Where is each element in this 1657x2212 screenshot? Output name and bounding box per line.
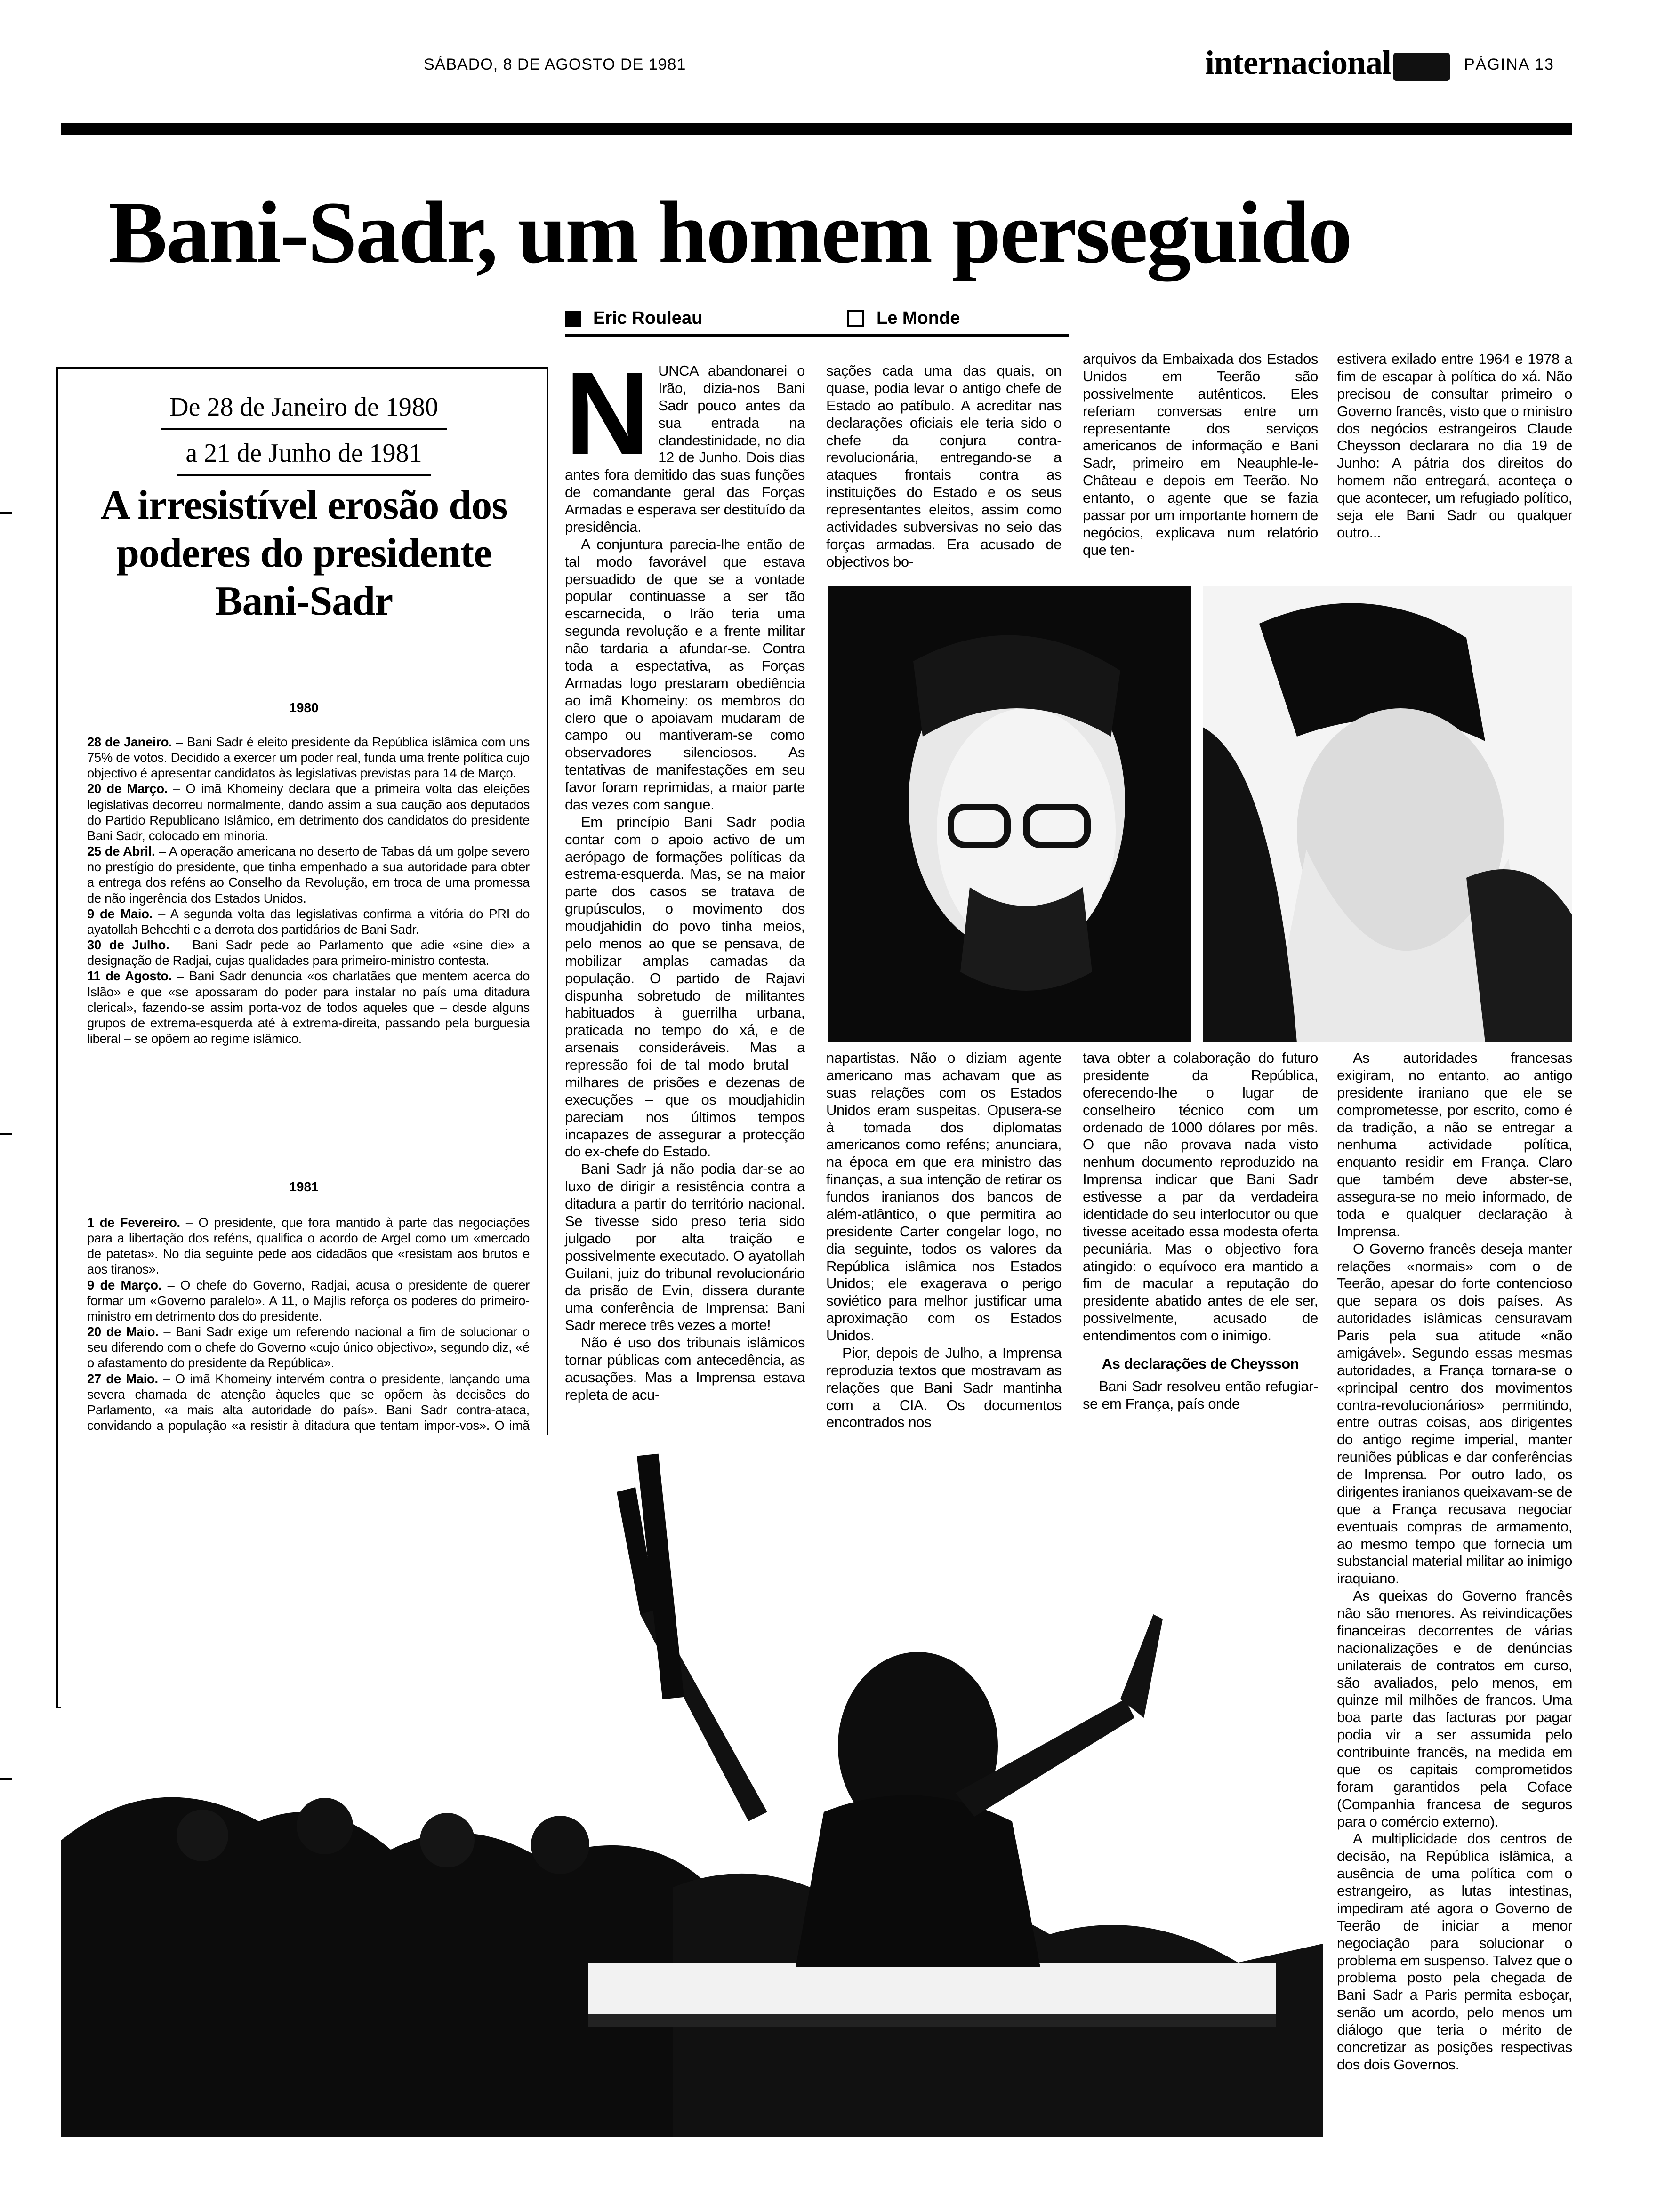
article-subhead: As declarações de Cheysson xyxy=(1102,1355,1299,1372)
chronology-entry xyxy=(87,906,530,937)
article-paragraph: Pior, depois de Julho, a Imprensa reproduzia textos que mostravam as relações que Bani Sadr mantinha com a CIA. Os documentos encontrados nos xyxy=(826,1344,1062,1431)
section-name: internacional xyxy=(1205,44,1391,81)
chronology-entry xyxy=(87,937,530,968)
drop-cap: N xyxy=(565,348,650,479)
article-column-3-bottom xyxy=(1083,1050,1318,1413)
bani-sadr-photo xyxy=(828,586,1191,1042)
margin-mark xyxy=(0,1778,12,1780)
article-column-3-top xyxy=(1083,351,1318,559)
article-lead: UNCA abandonarei o Irão, dizia-nos Bani Sadr pouco antes da sua entrada na clandestinidade, no dia 12 de Junho. Dois dias antes fora demitido das suas funções de comandante geral das Forças Armadas e esperava ser destituído da presidência. xyxy=(565,362,805,535)
article-paragraph: tava obter a colaboração do futuro presidente da República, oferecendo-lhe o lugar de conselheiro técnico com um ordenado de 1000 dólares por mês. O que não provava nada visto nenhum documento reproduzido na Imprensa indicar que Bani Sadr estivesse a par da verdadeira identidade do seu interlocutor ou que tivesse aceitado essa modesta oferta pecuniária. Mas o objectivo fora atingido: o equívoco era mantido a fim de macular a reputação do presidente abatido antes de ele ser, possivelmente, acusado de entendimentos com o inimigo. xyxy=(1083,1050,1318,1344)
article-column-2-bottom xyxy=(826,1050,1062,1431)
article-paragraph: A conjuntura parecia-lhe então de tal modo favorável que estava persuadido de que se a vontade popular continuasse a ser tão escarnecida, o Irão teria uma segunda revolução e a frente militar não tardaria a afundar-se. Contra toda a espectativa, as Forças Armadas logo prestaram obediência ao imã Khomeiny: os membros do clero que o apoiavam mudaram de campo ou mantiveram-se como observadores silenciosos. As tentativas de manifestações em seu favor foram reprimidas, a maior parte das vezes com sangue. xyxy=(565,536,805,813)
article-paragraph: napartistas. Não o diziam agente americano mas achavam que as suas relações com os Estados Unidos eram suspeitas. Opusera-se à tomada dos diplomatas americanos como reféns; anunciara, na época em que era ministro das finanças, a sua intenção de retirar os fundos iranianos dos bancos de além-atlântico, o que permitira ao presidente Carter congelar logo, no dia seguinte, todos os valores da República islâmica nos Estados Unidos; ele exagerava o perigo soviético para melhor justificar uma aproximação com os Estados Unidos. xyxy=(826,1050,1062,1344)
section-logo-icon xyxy=(1393,53,1450,81)
chronology-entry xyxy=(87,734,530,781)
page-headline: Bani-Sadr, um homem perseguido xyxy=(108,183,1351,281)
article-column-1 xyxy=(565,348,805,1404)
portrait-image-icon xyxy=(1203,586,1572,1042)
sidebar-date-line-2: a 21 de Junho de 1981 xyxy=(177,433,430,476)
chronology-date: 1 de Fevereiro. xyxy=(87,1215,180,1230)
article-paragraph: Em princípio Bani Sadr podia contar com o apoio activo de um aerópago de formações políticas da estrema-esquerda. Mas, se na maior parte dos casos se tratava de grupúsculos, o movimento dos moudjahidin do povo tinha meios, pelo menos ao que se pensava, de mobilizar amplas camadas da população. O partido de Rajavi dispunha sobretudo de militantes habituados à guerrilha urbana, praticada no tempo do xá, e de arsenais consideráveis. Mas a repressão foi de tal modo brutal – milhares de prisões e dezenas de execuções – que os moudjahidin pareciam nos últimos tempos incapazes de assegurar a protecção do ex-chefe do Estado. xyxy=(565,813,805,1160)
chronology-1980 xyxy=(87,734,530,1046)
khomeiny-photo xyxy=(1203,586,1572,1042)
crowd-image-icon xyxy=(61,1435,1323,2137)
portrait-image-icon xyxy=(828,586,1191,1042)
chronology-entry xyxy=(87,843,530,906)
chronology-text: – O chefe do Governo, Radjai, acusa o presidente de querer formar um «Governo paralelo». A 11, o Majlis reforça os poderes do primeiro-ministro em detrimento dos do presidente. xyxy=(87,1277,530,1323)
chronology-date: 9 de Março. xyxy=(87,1277,161,1292)
chronology-text: – Bani Sadr é eleito presidente da República islâmica com uns 75% de votos. Decidido a exercer um poder real, funda uma frente política cujo objectivo é apresentar candidatos às legislativas previstas para 14 de Março. xyxy=(87,735,530,781)
article-paragraph: sações cada uma das quais, on quase, podia levar o antigo chefe de Estado ao patíbulo. A acreditar nas declarações oficiais ele teria sido o chefe da conjura contra-revolucionária, entregando-se a ataques frontais contra as instituições do Estado e os seus representantes eleitos, assim como actividades subversivas no seio das forças armadas. Era acusado de objectivos bo- xyxy=(826,362,1062,570)
chronology-date: 9 de Maio. xyxy=(87,906,153,921)
byline-rule xyxy=(565,334,1069,337)
sidebar-year-1980: 1980 xyxy=(289,700,319,715)
margin-mark xyxy=(0,512,12,514)
author-byline xyxy=(565,308,702,329)
article-paragraph: As queixas do Governo francês não são menores. As reivindicações financeiras decorrentes de várias nacionalizações e de denúncias unilaterais de contratos em curso, são avaliados, pelo menos, em quinze mil milhões de francos. Uma boa parte das facturas por pagar podia vir a ser assumida pelo contribuinte francês, na medida em que os capitais comprometidos foram garantidos pela Coface (Companhia francesa de seguros para o comércio externo). xyxy=(1337,1587,1572,1830)
article-column-4-bottom xyxy=(1337,1050,1572,2074)
chronology-date: 20 de Maio. xyxy=(87,1324,159,1339)
chronology-text: – Bani Sadr pede ao Parlamento que adie «sine die» a designação de Radjai, cujas qualidades para primeiro-ministro contesta. xyxy=(87,938,530,968)
sidebar-title: A irresistível erosão dos poderes do presidente Bani-Sadr xyxy=(100,482,507,625)
crowd-photo xyxy=(61,1435,1323,2137)
chronology-entry xyxy=(87,1324,530,1370)
chronology-text: – Bani Sadr denuncia «os charlatães que mentem acerca do Islão» e que «se apossaram do poder para instalar no país uma ditadura clerical», fazendo-se assim porta-voz de todos aqueles que – desde alguns grupos de extrema-esquerda até à extrema-direita, passando pela burguesia liberal – se opõem ao regime islâmico. xyxy=(87,969,530,1046)
chronology-entry xyxy=(87,968,530,1046)
chronology-date: 30 de Julho. xyxy=(87,938,169,953)
article-paragraph: estivera exilado entre 1964 e 1978 a fim de escapar à política do xá. Não precisou de consultar primeiro o Governo francês, visto que o ministro dos negócios estrangeiros Claude Cheysson declarara no dia 19 de Junho: A pátria dos direitos do homem não entregará, aconteça o que acontecer, um refugiado político, seja ele Bani Sadr ou qualquer outro... xyxy=(1337,351,1572,541)
article-paragraph: arquivos da Embaixada dos Estados Unidos em Teerão são possivelmente autênticos. Eles referiam conversas entre um representante dos serviços americanos de informação e Bani Sadr, primeiro em Neauphle-le-Château e depois em Teerão. No entanto, o agente que se fazia passar por um importante homem de negócios, explicava num relatório que ten- xyxy=(1083,351,1318,558)
chronology-entry xyxy=(87,1277,530,1324)
chronology-text: – Bani Sadr exige um referendo nacional a fim de solucionar o seu diferendo com o chefe do Governo «cujo único objectivo», segundo diz, «é o afastamento do presidente da República». xyxy=(87,1324,530,1370)
chronology-entry xyxy=(87,1215,530,1277)
chronology-text: – O imã Khomeiny declara que a primeira volta das eleições legislativas decorreu normalmente, dando assim a sua caução aos deputados do Partido Republicano Islâmico, em detrimento dos candidatos do presidente Bani Sadr, colocado em minoria. xyxy=(87,781,530,843)
article-paragraph: A multiplicidade dos centros de decisão, na República islâmica, a ausência de uma política com o estrangeiro, as lutas intestinas, impediram até agora o Governo de Teerão de iniciar a menor negociação para solucionar o problema em suspenso. Talvez que o problema posto pela chegada de Bani Sadr a Paris permita esboçar, senão um acordo, pelo menos um diálogo que teria o mérito de concretizar as posições respectivas dos dois Governos. xyxy=(1337,1830,1572,2073)
chronology-date: 28 de Janeiro. xyxy=(87,735,172,749)
chronology-text: – A segunda volta das legislativas confirma a vitória do PRI do ayatollah Behechti e a derrota dos partidários de Bani Sadr. xyxy=(87,906,530,937)
article-column-2-top xyxy=(826,362,1062,571)
sidebar-year-1981: 1981 xyxy=(289,1179,319,1194)
article-paragraph: Bani Sadr resolveu então refugiar-se em França, país onde xyxy=(1083,1378,1318,1412)
issue-date: SÁBADO, 8 DE AGOSTO DE 1981 xyxy=(424,56,686,73)
header-rule xyxy=(61,123,1572,135)
author-name: Eric Rouleau xyxy=(593,308,703,328)
chronology-text: – A operação americana no deserto de Tabas dá um golpe severo no prestígio do presidente, que tinha empenhado a sua autoridade para obter a entrega dos reféns ao Conselho da Revolução, em troca de uma promessa de não ingerência dos Estados Unidos. xyxy=(87,844,530,906)
source-name: Le Monde xyxy=(877,308,960,328)
article-paragraph: O Governo francês deseja manter relações «normais» com o de Teerão, apesar do forte contencioso que separa os dois países. As autoridades islâmicas censuravam Paris pela sua atitude «não amigável». Segundo essas mesmas autoridades, a França tornara-se o «principal centro dos movimentos contra-revolucionários» permitindo, entre outras coisas, aos dirigentes do antigo regime imperial, manter reuniões públicas e dar conferências de Imprensa. Por outro lado, os dirigentes iranianos queixavam-se de que a França recusava negociar eventuais compras de armamento, ao mesmo tempo que fornecia um substancial material militar ao inimigo iraquiano. xyxy=(1337,1240,1572,1587)
chronology-date: 25 de Abril. xyxy=(87,844,155,859)
chronology-text: – O presidente, que fora mantido à parte das negociações para a libertação dos reféns, qualifica o acordo de Argel como um «mercado de patetas». No dia seguinte pede aos cidadãos que «resistam aos brutos e aos tiranos». xyxy=(87,1215,530,1277)
sidebar-date-line-1: De 28 de Janeiro de 1980 xyxy=(161,387,447,430)
chronology-date: 11 de Agosto. xyxy=(87,969,172,984)
chronology-date: 20 de Março. xyxy=(87,781,168,796)
margin-mark xyxy=(0,1133,12,1135)
page-number: PÁGINA 13 xyxy=(1464,56,1554,73)
open-square-icon xyxy=(847,310,864,327)
solid-square-icon xyxy=(565,311,581,327)
chronology-text: – O imã Khomeiny intervém contra o presidente, lançando uma severa chamada de atenção àqueles que se opõem às decisões do Parlamento, «a mais alta autoridade do país». Bani Sadr contra-ataca, convidando a população «a resistir à ditadura que tentam impor-vos». O imã xyxy=(87,1371,530,1433)
source-byline xyxy=(847,308,960,329)
article-paragraph: Bani Sadr já não podia dar-se ao luxo de dirigir a resistência contra a ditadura a partir do território nacional. Se tivesse sido preso teria sido julgado por alta traição e possivelmente executado. O ayatollah Guilani, juiz do tribunal revolucionário da prisão de Evin, dissera durante uma conferência de Imprensa: Bani Sadr merece três vezes a morte! xyxy=(565,1161,805,1334)
chronology-entry xyxy=(87,781,530,843)
sidebar-date-range xyxy=(114,387,493,480)
article-paragraph: As autoridades francesas exigiram, no entanto, ao antigo presidente iraniano que ele se comprometesse, por escrito, como é da tradição, a não se entregar a nenhuma actividade política, enquanto residir em França. Claro que também deve abster-se, assegura-se no meio informado, de toda e qualquer declaração à Imprensa. xyxy=(1337,1050,1572,1240)
article-column-4 xyxy=(1337,351,1572,542)
chronology-date: 27 de Maio. xyxy=(87,1371,158,1386)
article-paragraph: Não é uso dos tribunais islâmicos tornar públicas com antecedência, as acusações. Mas a Imprensa estava repleta de acu- xyxy=(565,1334,805,1403)
